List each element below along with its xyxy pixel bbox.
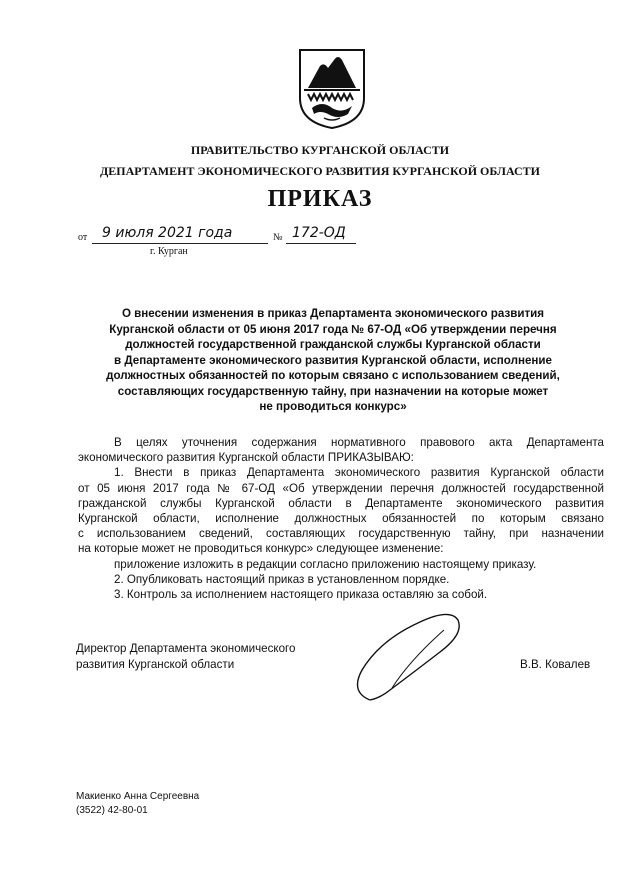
executor-phone: (3522) 42-80-01 — [76, 805, 148, 816]
body-line: В целях уточнения содержания нормативного правового акта Департамента — [114, 436, 604, 449]
title-line: О внесении изменения в приказ Департамента экономического развития — [121, 307, 545, 320]
title-line: должностей государственной гражданской службы Курганской области — [125, 338, 541, 351]
body-line: 3. Контроль за исполнением настоящего приказа оставляю за собой. — [114, 587, 488, 601]
department-name: ДЕПАРТАМЕНТ ЭКОНОМИЧЕСКОГО РАЗВИТИЯ КУРГАНСКОЙ ОБЛАСТИ — [99, 164, 541, 178]
body-line: 2. Опубликовать настоящий приказ в установленном порядке. — [114, 572, 450, 586]
document-type: ПРИКАЗ — [267, 186, 373, 212]
body-line: экономического развития Курганской области ПРИКАЗЫВАЮ: — [78, 451, 414, 465]
body-line: с использованием сведений, составляющих государственную тайну, при назначении — [78, 527, 604, 541]
position-line: Директор Департамента экономического — [76, 642, 296, 655]
government-name: ПРАВИТЕЛЬСТВО КУРГАНСКОЙ ОБЛАСТИ — [190, 143, 450, 157]
executor-name: Макиенко Анна Сергеевна — [76, 791, 200, 802]
order-body — [78, 435, 604, 602]
number-label: № — [273, 232, 283, 243]
order-title — [68, 306, 598, 415]
handwritten-number: 172-ОД — [292, 225, 346, 241]
handwritten-signature — [340, 600, 480, 710]
body-line: гражданской службы Курганской области в Департаменте экономического развития — [78, 496, 604, 510]
city-label: г. Курган — [150, 246, 188, 257]
body-line: 1. Внести в приказ Департамента экономического развития Курганской области — [114, 466, 604, 480]
title-line: составляющих государственную тайну, при назначении на которые может — [117, 384, 549, 398]
signatory-position — [76, 641, 295, 672]
body-line: приложение изложить в редакции согласно приложению настоящему приказу. — [114, 557, 537, 571]
from-label: от — [78, 232, 88, 243]
coat-of-arms-icon — [298, 48, 366, 130]
handwritten-date: 9 июля 2021 года — [102, 225, 233, 241]
signatory-name: В.В. Ковалев — [520, 658, 591, 671]
body-line: от 05 июня 2017 года № 67-ОД «Об утверждении перечня должностей государственной — [78, 481, 604, 495]
title-line: должностных обязанностей по которым связано с использованием сведений, — [106, 369, 560, 382]
body-line: Курганской области, исполнение должностных обязанностей по которым связано — [78, 511, 604, 525]
title-line: Курганской области от 05 июня 2017 года № 67-ОД «Об утверждении перечня — [109, 322, 557, 336]
date-underline — [92, 243, 268, 244]
number-underline — [286, 243, 356, 244]
position-line: развития Курганской области — [76, 657, 235, 671]
executor-info — [76, 790, 199, 818]
title-line: не проводиться конкурс» — [259, 400, 407, 413]
body-line: на которые может не проводиться конкурс» следующее изменение: — [78, 542, 444, 556]
title-line: в Департаменте экономического развития Курганской области, исполнение — [114, 353, 552, 367]
